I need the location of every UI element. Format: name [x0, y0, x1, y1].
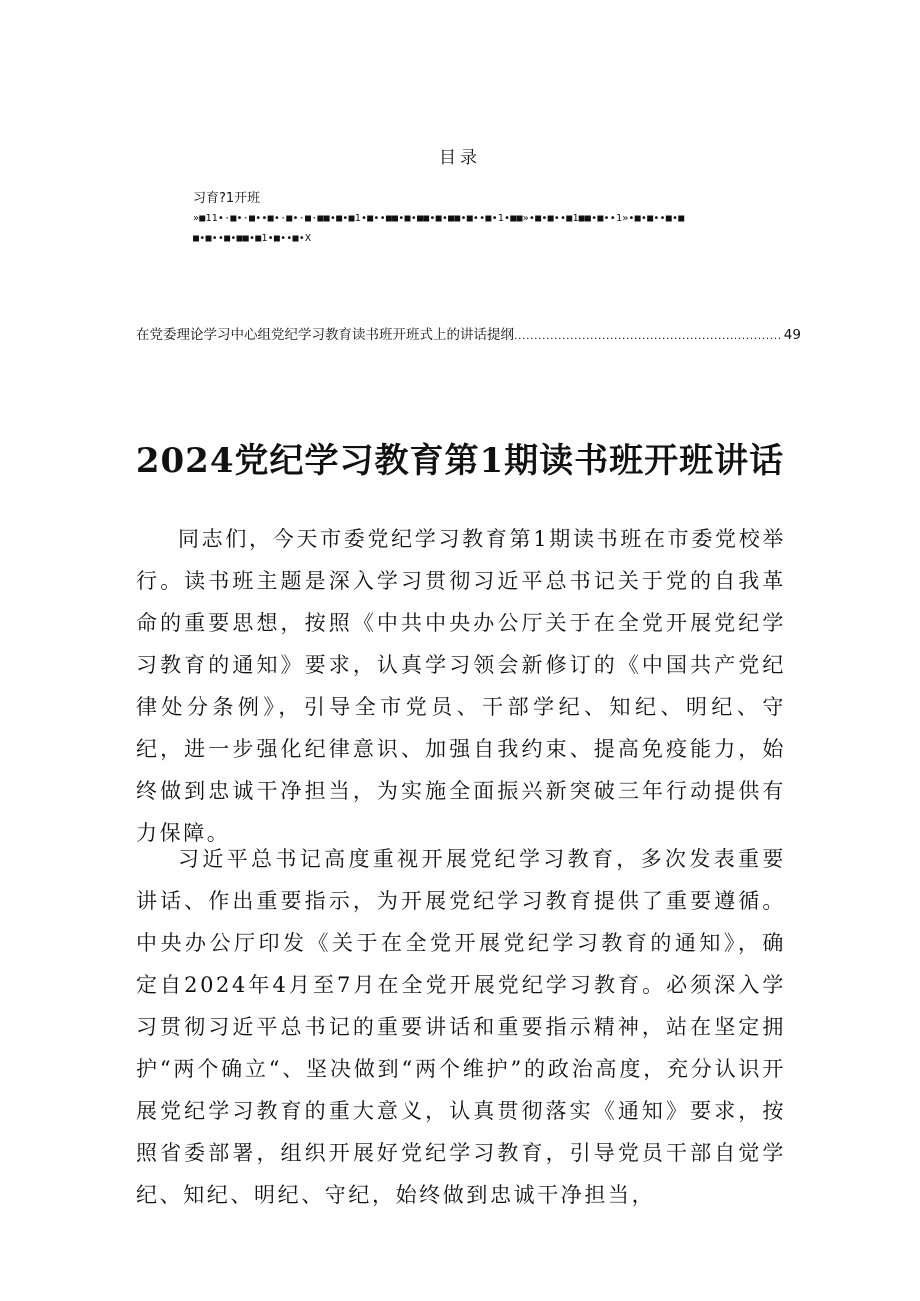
paragraph-text: 习近平总书记高度重视开展党纪学习教育，多次发表重要讲话、作出重要指示，为开展党纪学习教育提供了重要遵循。中央办公厅印发《关于在全党开展党纪学习教育的通知》，确定自2024年4月至7月在全党开展党纪学习教育。必须深入学习贯彻习近平总书记的重要讲话和重要指示精神，站在坚定拥护“两个确立“、坚决做到“两个维护”的政治高度，充分认识开展党纪学习教育的重大意义，认真贯彻落实《通知》要求，按照省委部署，组织开展好党纪学习教育，引导党员干部自觉学纪、知纪、明纪、守纪，始终做到忠诚干净担当， — [136, 847, 786, 1207]
document-title: 2024党纪学习教育第1期读书班开班讲话 — [135, 441, 785, 481]
paragraph-text: 同志们，今天市委党纪学习教育第1期读书班在市委党校举行。读书班主题是深入学习贯彻习近平总书记关于党的自我革命的重要思想，按照《中共中央办公厅关于在全党开展党纪学习教育的通知》要求，认真学习领会新修订的《中国共产党纪律处分条例》，引导全市党员、干部学纪、知纪、明纪、守纪，进一步强化纪律意识、加强自我约束、提高免疫能力，始终做到忠诚干净担当，为实施全面振兴新突破三年行动提供有力保障。 — [136, 527, 786, 845]
toc-title: 目录 — [439, 148, 481, 168]
toc-entry-1-garbled-line-1: »■11•·■•·■••■•·■•·■·■■•■•■1•■••■■•■•■■•■•■■•■••■•1•■■»•■•■••■1■■•■••1»•■•■••■•■ — [193, 213, 685, 224]
toc-entry-2-title: 在党委理论学习中心组党纪学习教育读书班开班式上的讲话提纲 — [136, 327, 514, 343]
toc-entry-2-page-number: 49 — [783, 327, 801, 343]
body-paragraph-2 — [136, 838, 786, 1216]
toc-entry-2-leader-dots: ................................................................... — [514, 329, 782, 342]
body-paragraph-1 — [136, 518, 786, 854]
toc-entry-1-title[interactable]: 习育?1开班 — [193, 191, 261, 206]
toc-entry-2[interactable] — [136, 325, 801, 346]
toc-entry-1-garbled-line-2: ■•■••■•■■•■1•■••■•X — [193, 233, 312, 244]
